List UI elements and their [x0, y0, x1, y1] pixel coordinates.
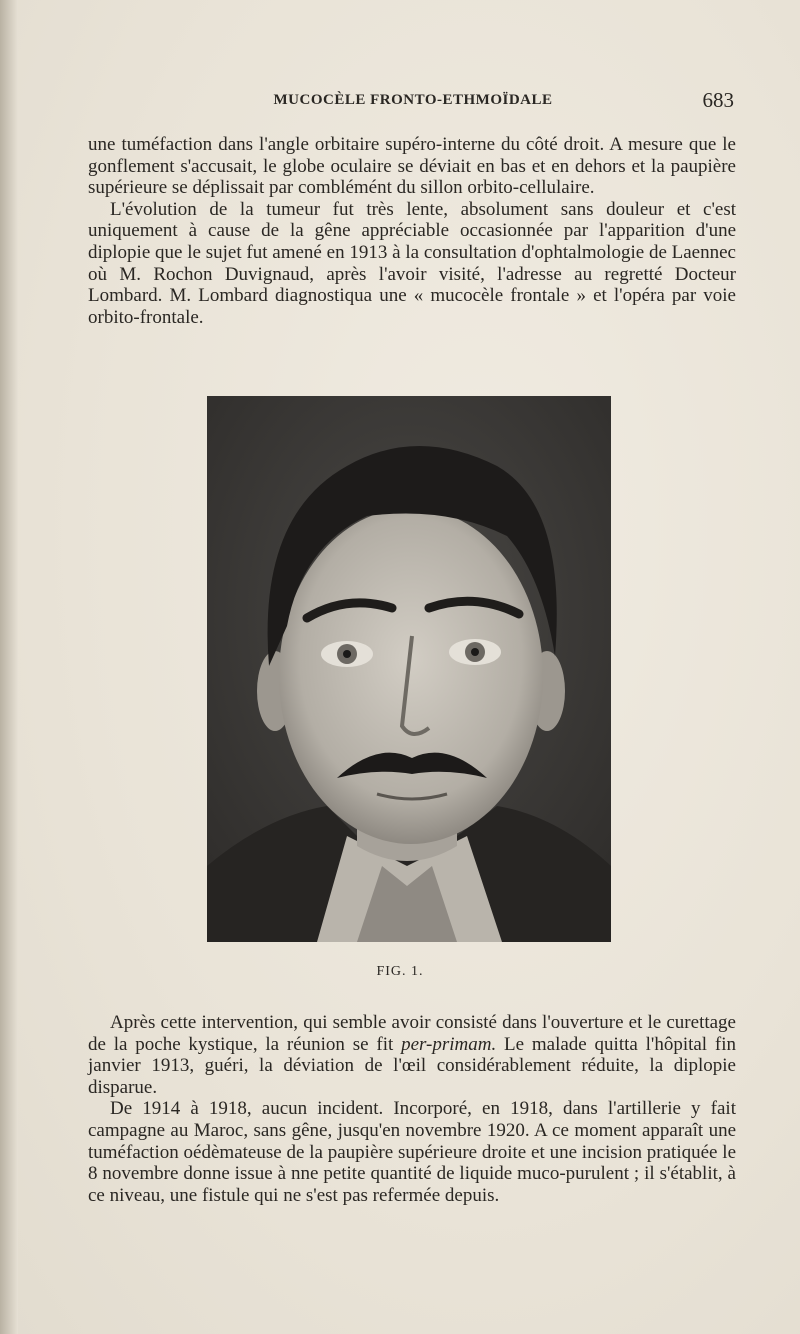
body-text-bottom: [88, 1012, 736, 1206]
italic-latin-term: per-primam.: [401, 1033, 497, 1055]
running-title: MUCOCÈLE FRONTO-ETHMOÏDALE: [273, 92, 553, 108]
paragraph: De 1914 à 1918, aucun incident. Incorporé, en 1918, dans l'artillerie y fait campagne au Maroc, sans gêne, jusqu'en novembre 1920. A ce moment apparaît une tuméfaction oédèmateuse de la paupière supérieure droite et une incision pratiquée le 8 novembre donne issue à nne petite quantité de liquide muco-purulent ; il s'établit, à ce niveau, une fistule qui ne s'est pas refermée depuis.: [88, 1098, 736, 1206]
paragraph: [88, 1012, 736, 1098]
portrait-illustration: [207, 396, 611, 942]
body-text-top: [88, 134, 736, 328]
paragraph-text: Après cette intervention, qui semble avoir consisté dans l'ouverture et le curettage de la poche kystique, la réunion se fit: [88, 1012, 736, 1055]
paragraph: une tuméfaction dans l'angle orbitaire supéro-interne du côté droit. A mesure que le gonflement s'accusait, le globe oculaire se déviait en bas et en dehors et la paupière supérieure se déplissait par comblémént du sillon orbito-cellulaire.: [88, 134, 736, 199]
paragraph: L'évolution de la tumeur fut très lente, absolument sans douleur et c'est uniquement à cause de la gêne appréciable occasionnée par l'apparition d'une diplopie que le sujet fut amené en 1913 à la consultation d'ophtalmologie de Laennec où M. Rochon Duvignaud, après l'avoir visité, l'adresse au regretté Docteur Lombard. M. Lombard diagnostiqua une « mucocèle frontale » et l'opéra par voie orbito-frontale.: [88, 198, 736, 328]
figure-caption: FIG. 1.: [376, 964, 424, 979]
page-number: 683: [702, 88, 734, 112]
page-header: [90, 88, 736, 114]
page-gutter-shadow: [0, 0, 18, 1334]
patient-photograph: [207, 396, 611, 942]
paragraph-text: Le malade quitta l'hôpital fin janvier 1913, guéri, la déviation de l'œil considérablement réduite, la diplopie disparue.: [88, 1033, 737, 1098]
